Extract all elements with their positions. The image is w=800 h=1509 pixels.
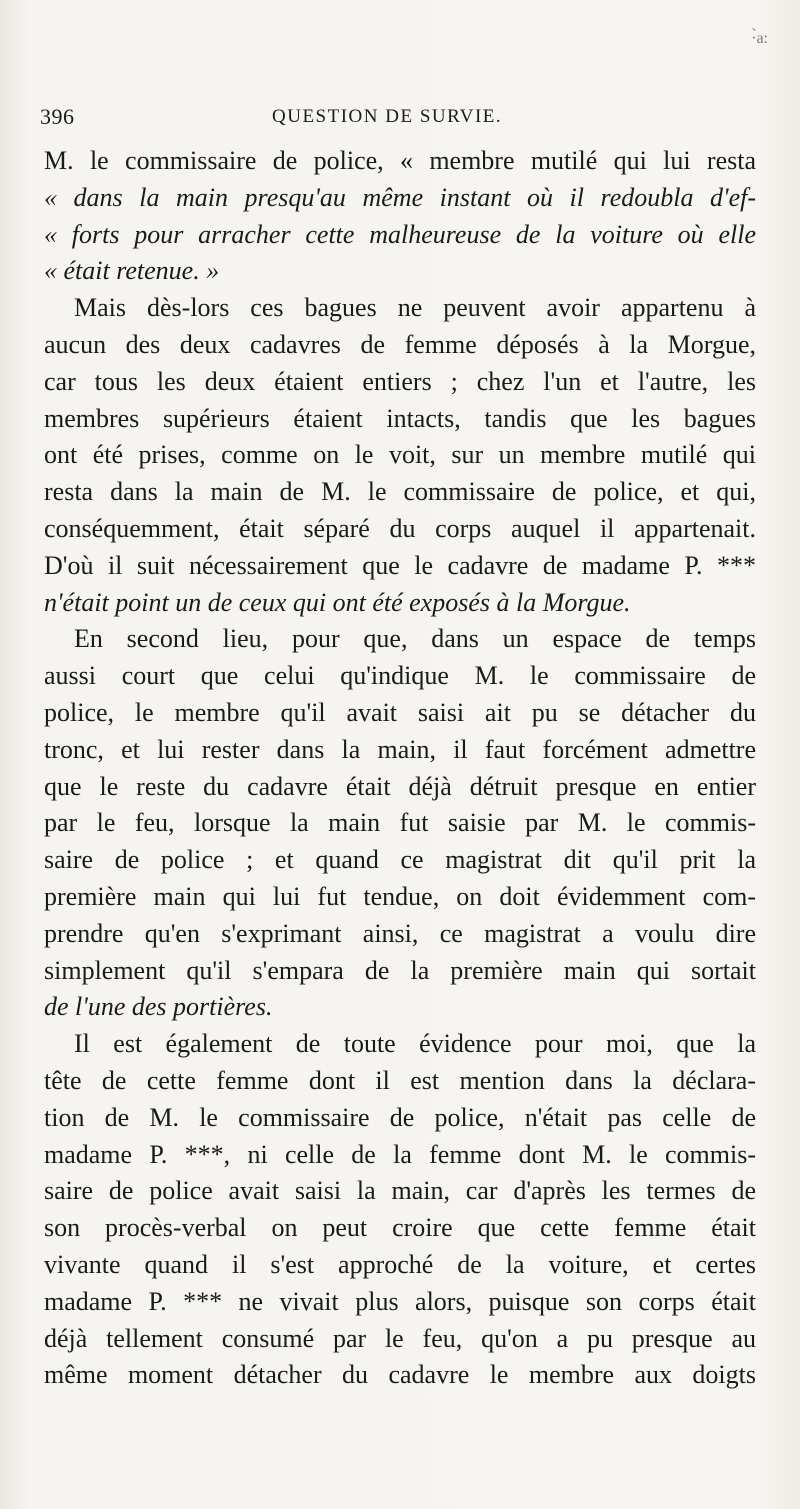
text-line: n'était point un de ceux qui ont été exposés à la Morgue. [44, 587, 631, 617]
text-line: aucun des deux cadavres de femme déposés à la Morgue, [44, 329, 756, 359]
text-line: resta dans la main de M. le commissaire de police, et qui, [44, 477, 756, 507]
text-line: car tous les deux étaient entiers ; chez l'un et l'autre, les [44, 366, 756, 396]
text-line: saire de police avait saisi la main, car d'après les termes de [44, 1176, 756, 1206]
text-line: que le reste du cadavre était déjà détruit presque en entier [44, 771, 756, 801]
text-line: tion de M. le commissaire de police, n'était pas celle de [44, 1102, 756, 1132]
text-line: simplement qu'il s'empara de la première main qui sortait [44, 955, 756, 985]
text-line: « était retenue. » [44, 256, 220, 286]
body-text [44, 143, 756, 1394]
text-line: Il est également de toute évidence pour moi, que la [74, 1029, 756, 1059]
text-line: « forts pour arracher cette malheureuse de la voiture où elle [44, 219, 756, 249]
running-title: QUESTION DE SURVIE. [272, 106, 503, 127]
text-line: de l'une des portières. [44, 992, 273, 1022]
text-line: déjà tellement consumé par le feu, qu'on a pu presque au [44, 1323, 756, 1353]
text-line: madame P. ***, ni celle de la femme dont M. le commis- [44, 1139, 756, 1169]
text-line: Mais dès-lors ces bagues ne peuvent avoir appartenu à [74, 293, 756, 323]
text-line: prendre qu'en s'exprimant ainsi, ce magistrat a voulu dire [44, 918, 756, 948]
text-line: ont été prises, comme on le voit, sur un membre mutilé qui [44, 440, 756, 470]
text-line: membres supérieurs étaient intacts, tandis que les bagues [44, 403, 756, 433]
text-line: D'où il suit nécessairement que le cadavre de madame P. *** [44, 550, 756, 580]
text-line: aussi court que celui qu'indique M. le commissaire de [44, 661, 756, 691]
text-line: même moment détacher du cadavre le membre aux doigts [44, 1360, 756, 1390]
page-header [40, 104, 760, 134]
page-number: 396 [40, 104, 75, 129]
text-line: tête de cette femme dont il est mention dans la déclara- [44, 1065, 756, 1095]
text-line: M. le commissaire de police, « membre mutilé qui lui resta [44, 146, 756, 175]
text-line: En second lieu, pour que, dans un espace de temps [74, 624, 756, 654]
text-line: madame P. *** ne vivait plus alors, puisque son corps était [44, 1286, 756, 1316]
text-line: « dans la main presqu'au même instant où il redoubla d'ef- [44, 182, 756, 212]
corner-mark: ·̀a: [751, 30, 768, 47]
text-line: vivante quand il s'est approché de la voiture, et certes [44, 1249, 756, 1279]
text-line: saire de police ; et quand ce magistrat dit qu'il prit la [44, 845, 756, 875]
text-line: son procès-verbal on peut croire que cette femme était [44, 1213, 756, 1243]
text-line: conséquemment, était séparé du corps auquel il appartenait. [44, 513, 756, 543]
text-line: par le feu, lorsque la main fut saisie par M. le commis- [44, 808, 756, 838]
text-line: tronc, et lui rester dans la main, il faut forcément admettre [44, 734, 756, 764]
text-line: première main qui lui fut tendue, on doit évidemment com- [44, 881, 756, 911]
text-line: police, le membre qu'il avait saisi ait pu se détacher du [44, 697, 756, 727]
